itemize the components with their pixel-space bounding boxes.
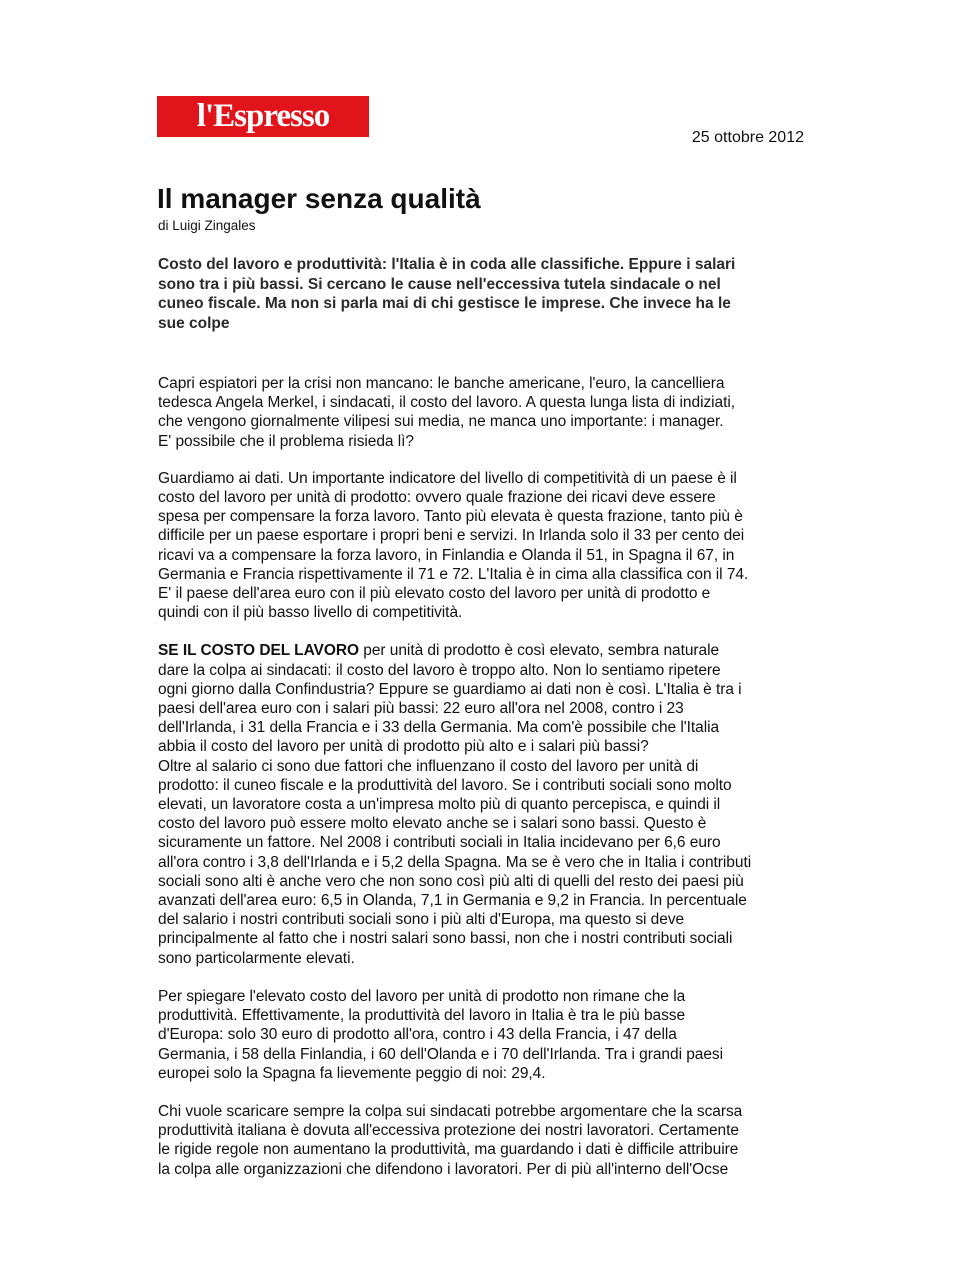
text-line: Capri espiatori per la crisi non mancano: le banche americane, l'euro, la cancelliera xyxy=(158,375,725,392)
text-line: difficile per un paese esportare i propri beni e servizi. In Irlanda solo il 33 per cento dei xyxy=(158,527,745,545)
text-line: produttività. Effettivamente, la produttività del lavoro in Italia è tra le più basse xyxy=(158,1007,686,1025)
text-line: abbia il costo del lavoro per unità di prodotto più alto e i salari più bassi? xyxy=(158,738,649,756)
text-line: sicuramente un fattore. Nel 2008 i contributi sociali in Italia incidevano per 6,6 euro xyxy=(158,834,721,852)
body-paragraph-3 xyxy=(158,641,806,967)
text-line: del salario i nostri contributi sociali sono i più alti d'Europa, ma questo si deve xyxy=(158,911,685,929)
article-byline: di Luigi Zingales xyxy=(158,218,256,233)
article-deck xyxy=(158,255,798,333)
text-line: d'Europa: solo 30 euro di prodotto all'ora, contro i 43 della Francia, i 47 della xyxy=(158,1026,677,1044)
text-line: quindi con il più basso livello di competitività. xyxy=(158,604,463,622)
text-line: elevati, un lavoratore costa a un'impresa molto più di quanto percepisca, e quindi il xyxy=(158,796,721,814)
article-title: Il manager senza qualità xyxy=(157,183,481,214)
text-line: Per spiegare l'elevato costo del lavoro per unità di prodotto non rimane che la xyxy=(158,987,686,1005)
text-line: ricavi va a compensare la forza lavoro, in Finlandia e Olanda il 51, in Spagna il 67, in xyxy=(158,546,735,564)
text-line: E' possibile che il problema risieda lì? xyxy=(158,432,414,450)
text-line: sono particolarmente elevati. xyxy=(158,949,355,967)
text-line: costo del lavoro per unità di prodotto: ovvero quale frazione dei ricavi deve essere xyxy=(158,489,716,507)
lead-in-continuation: per unità di prodotto è così elevato, sembra naturale xyxy=(359,642,720,660)
text-line: le rigide regole non aumentano la produttività, ma guardando i dati è difficile attribuire xyxy=(158,1141,739,1159)
deck-line: cuneo fiscale. Ma non si parla mai di chi gestisce le imprese. Che invece ha le xyxy=(158,295,731,312)
body-paragraph-4 xyxy=(158,987,806,1083)
deck-line: sue colpe xyxy=(158,314,230,332)
text-line: principalmente al fatto che i nostri salari sono bassi, non che i nostri contributi sociali xyxy=(158,930,733,948)
text-line: la colpa alle organizzazioni che difendono i lavoratori. Per di più all'interno dell'Ocse xyxy=(158,1160,729,1178)
text-line: costo del lavoro può essere molto elevato anche se i salari sono bassi. Questo è xyxy=(158,815,707,833)
text-line: Oltre al salario ci sono due fattori che influenzano il costo del lavoro per unità di xyxy=(158,757,699,775)
text-line: spesa per compensare la forza lavoro. Tanto più elevata è questa frazione, tanto più è xyxy=(158,508,743,526)
text-line: produttività italiana è dovuta all'eccessiva protezione dei nostri lavoratori. Certamente xyxy=(158,1122,739,1140)
text-line: che vengono giornalmente vilipesi sui media, ne manca uno importante: i manager. xyxy=(158,413,724,431)
deck-line: Costo del lavoro e produttività: l'Italia è in coda alle classifiche. Eppure i salari xyxy=(158,256,736,273)
espresso-logo: l'Espresso xyxy=(157,96,369,137)
text-line: Chi vuole scaricare sempre la colpa sui sindacati potrebbe argomentare che la scarsa xyxy=(158,1102,743,1120)
body-paragraph-1 xyxy=(158,374,806,451)
text-line: avanzati dell'area euro: 6,5 in Olanda, 7,1 in Germania e 9,2 in Francia. In percentuale xyxy=(158,892,747,910)
text-line: paesi dell'area euro con i salari più bassi: 22 euro all'ora nel 2008, contro i 23 xyxy=(158,700,684,718)
section-lead-in: SE IL COSTO DEL LAVORO xyxy=(158,642,360,660)
text-line: sociali sono alti è anche vero che non sono così più alti di quelli del resto dei paesi più xyxy=(158,872,744,890)
text-line: all'ora contro i 3,8 dell'Irlanda e i 5,2 della Spagna. Ma se è vero che in Italia i contributi xyxy=(158,853,752,871)
text-line: prodotto: il cuneo fiscale e la produttività del lavoro. Se i contributi sociali sono molto xyxy=(158,776,732,794)
article-body xyxy=(158,374,806,1198)
text-line: tedesca Angela Merkel, i sindacati, il costo del lavoro. A questa lunga lista di indiziati, xyxy=(158,394,736,412)
text-line xyxy=(158,641,806,660)
body-paragraph-2 xyxy=(158,469,806,623)
text-line: europei solo la Spagna fa lievemente peggio di noi: 29,4. xyxy=(158,1064,546,1082)
body-paragraph-5 xyxy=(158,1102,806,1179)
text-line: Germania, i 58 della Finlandia, i 60 dell'Olanda e i 70 dell'Irlanda. Tra i grandi paesi xyxy=(158,1045,724,1063)
text-line: dare la colpa ai sindacati: il costo del lavoro è troppo alto. Non lo sentiamo ripetere xyxy=(158,661,721,679)
publication-date: 25 ottobre 2012 xyxy=(691,129,804,146)
deck-line: sono tra i più bassi. Si cercano le cause nell'eccessiva tutela sindacale o nel xyxy=(158,275,721,293)
text-line: Germania e Francia rispettivamente il 71 e 72. L'Italia è in cima alla classifica con il 74. xyxy=(158,565,749,583)
text-line: E' il paese dell'area euro con il più elevato costo del lavoro per unità di prodotto e xyxy=(158,585,711,603)
text-line: ogni giorno dalla Confindustria? Eppure se guardiamo ai dati non è così. L'Italia è tra i xyxy=(158,680,742,698)
text-line: Guardiamo ai dati. Un importante indicatore del livello di competitività di un paese è il xyxy=(158,469,737,487)
text-line: dell'Irlanda, i 31 della Francia e i 33 della Germania. Ma com'è possibile che l'Italia xyxy=(158,719,720,737)
